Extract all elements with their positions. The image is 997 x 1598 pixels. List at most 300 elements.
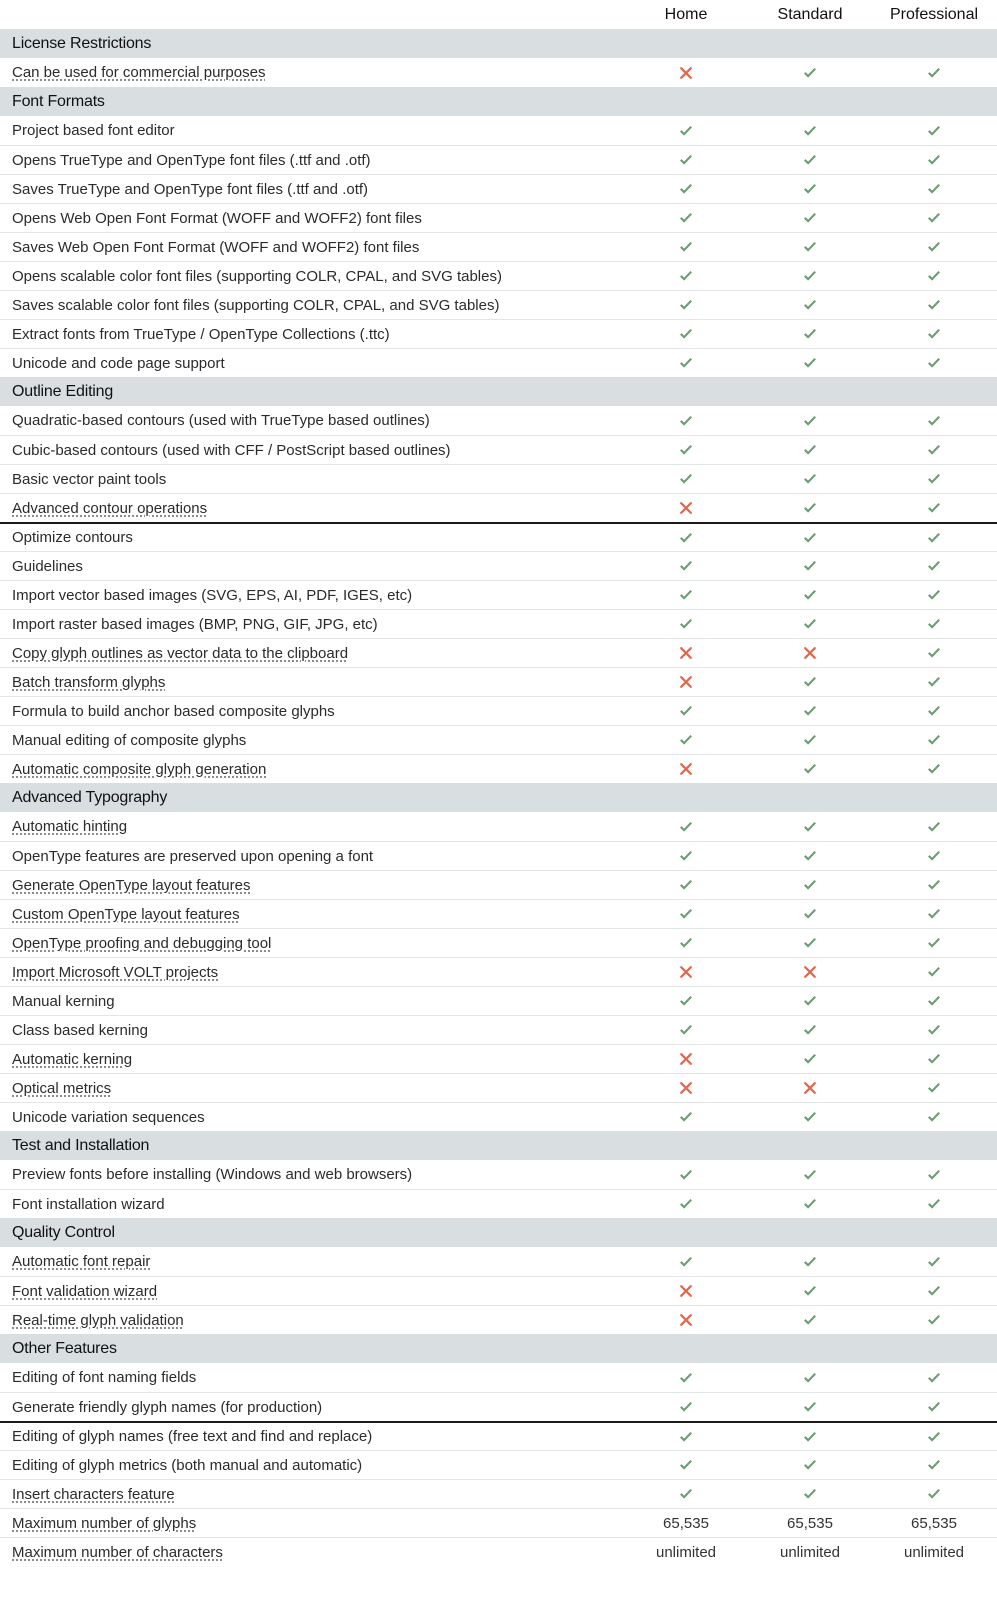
table-row: [0, 1160, 997, 1189]
table-row: [0, 986, 997, 1015]
value-cell-standard: [748, 152, 872, 168]
feature-label: Editing of glyph names (free text and find and replace): [12, 1428, 373, 1445]
value-cell-home: [624, 239, 748, 255]
feature-cell: [0, 1369, 624, 1386]
value-cell-standard: [748, 1486, 872, 1502]
check-icon: [926, 442, 942, 458]
check-icon: [678, 268, 694, 284]
value-cell-professional: [872, 1254, 996, 1270]
feature-cell: [0, 122, 624, 139]
check-icon: [802, 65, 818, 81]
value-cell-standard: [748, 210, 872, 226]
value-cell-standard: [748, 471, 872, 487]
value-cell-professional: [872, 1051, 996, 1067]
feature-label: Extract fonts from TrueType / OpenType Collections (.ttc): [12, 325, 390, 343]
value-cell-standard: [748, 1515, 872, 1532]
feature-cell: [0, 848, 624, 865]
check-icon: [926, 1080, 942, 1096]
check-icon: [678, 530, 694, 546]
feature-label: Guidelines: [12, 557, 83, 575]
value-cell-professional: [872, 587, 996, 603]
value-cell-home: [624, 152, 748, 168]
value-cell-home: [624, 877, 748, 893]
check-icon: [926, 181, 942, 197]
feature-cell: [0, 412, 624, 429]
check-icon: [678, 355, 694, 371]
table-row: [0, 754, 997, 783]
value-cell-home: [624, 297, 748, 313]
table-row: [0, 1421, 997, 1450]
value-cell-professional: [872, 442, 996, 458]
feature-cell: [0, 152, 624, 169]
check-icon: [678, 210, 694, 226]
value-cell-professional: [872, 1022, 996, 1038]
value-cell-standard: [748, 587, 872, 603]
check-icon: [926, 1167, 942, 1183]
table-row: [0, 1479, 997, 1508]
feature-label: Import vector based images (SVG, EPS, AI, PDF, IGES, etc): [12, 586, 413, 604]
table-row: [0, 551, 997, 580]
feature-cell: [0, 935, 624, 952]
value-cell-home: [624, 1312, 748, 1328]
feature-link[interactable]: Advanced contour operations: [12, 499, 208, 517]
feature-cell: [0, 1515, 624, 1532]
cross-icon: [802, 1080, 818, 1096]
value-cell-professional: [872, 1399, 996, 1415]
value-cell-professional: [872, 355, 996, 371]
check-icon: [678, 442, 694, 458]
check-icon: [802, 1254, 818, 1270]
feature-label: Saves Web Open Font Format (WOFF and WOFF2) font files: [12, 238, 420, 256]
table-row: [0, 870, 997, 899]
value-cell-home: [624, 210, 748, 226]
feature-label: Project based font editor: [12, 122, 175, 139]
feature-cell: [0, 906, 624, 923]
check-icon: [926, 645, 942, 661]
check-icon: [802, 268, 818, 284]
value-cell-professional: [872, 935, 996, 951]
value-cell-professional: [872, 1515, 996, 1532]
cross-icon: [678, 1312, 694, 1328]
table-row: [0, 696, 997, 725]
feature-link[interactable]: Custom OpenType layout features: [12, 905, 240, 923]
value-cell-standard: [748, 1109, 872, 1125]
table-row: [0, 290, 997, 319]
check-icon: [678, 1486, 694, 1502]
check-icon: [802, 993, 818, 1009]
table-row: [0, 319, 997, 348]
feature-label: Opens TrueType and OpenType font files (.ttf and .otf): [12, 151, 371, 169]
table-row: [0, 203, 997, 232]
value-cell-standard: [748, 1399, 872, 1415]
value-cell-home: [624, 123, 748, 139]
value-cell-home: [624, 964, 748, 980]
value-cell-professional: [872, 1283, 996, 1299]
value-cell-home: [624, 819, 748, 835]
check-icon: [926, 1109, 942, 1125]
table-row: [0, 841, 997, 870]
check-icon: [678, 1254, 694, 1270]
feature-label: Saves TrueType and OpenType font files (.ttf and .otf): [12, 180, 369, 198]
cross-icon: [802, 645, 818, 661]
feature-link[interactable]: Batch transform glyphs: [12, 673, 166, 691]
check-icon: [678, 1109, 694, 1125]
value-cell-home: [624, 442, 748, 458]
value-cell-professional: [872, 500, 996, 516]
value-cell-standard: [748, 674, 872, 690]
section-header: Other Features: [0, 1334, 997, 1363]
feature-link[interactable]: Optical metrics: [12, 1079, 112, 1097]
check-icon: [926, 935, 942, 951]
check-icon: [802, 1051, 818, 1067]
value-cell-home: [624, 1196, 748, 1212]
value-cell-home: [624, 1254, 748, 1270]
check-icon: [802, 1457, 818, 1473]
value-cell-professional: [872, 210, 996, 226]
value-cell-standard: [748, 993, 872, 1009]
check-icon: [802, 297, 818, 313]
check-icon: [802, 1429, 818, 1445]
table-row: [0, 1189, 997, 1218]
feature-cell: [0, 587, 624, 604]
cross-icon: [678, 964, 694, 980]
feature-link[interactable]: Automatic font repair: [12, 1253, 151, 1270]
table-row: [0, 116, 997, 145]
feature-label: Basic vector paint tools: [12, 470, 167, 488]
check-icon: [926, 471, 942, 487]
feature-label: Manual editing of composite glyphs: [12, 731, 247, 749]
check-icon: [802, 558, 818, 574]
value-cell-professional: [872, 297, 996, 313]
feature-link[interactable]: Automatic composite glyph generation: [12, 760, 267, 778]
feature-label: Editing of font naming fields: [12, 1369, 197, 1386]
value-cell-home: [624, 732, 748, 748]
value-cell-home: [624, 848, 748, 864]
check-icon: [802, 1109, 818, 1125]
feature-label: Manual kerning: [12, 992, 115, 1010]
table-row: [0, 1363, 997, 1392]
value-cell-home: [624, 268, 748, 284]
table-row: [0, 1392, 997, 1421]
value-cell-standard: [748, 442, 872, 458]
value-cell-home: [624, 181, 748, 197]
feature-label: OpenType features are preserved upon opening a font: [12, 847, 374, 865]
feature-cell: [0, 1312, 624, 1329]
check-icon: [678, 732, 694, 748]
table-row: [0, 1305, 997, 1334]
value-text: unlimited: [779, 1543, 841, 1561]
feature-link[interactable]: Maximum number of characters: [12, 1543, 223, 1561]
value-cell-professional: [872, 1429, 996, 1445]
check-icon: [802, 732, 818, 748]
value-cell-home: [624, 500, 748, 516]
value-cell-professional: [872, 471, 996, 487]
section-header: Advanced Typography: [0, 783, 997, 812]
table-row: [0, 899, 997, 928]
feature-cell: [0, 818, 624, 835]
value-cell-professional: [872, 703, 996, 719]
value-cell-home: [624, 1399, 748, 1415]
value-cell-standard: [748, 65, 872, 81]
value-cell-standard: [748, 123, 872, 139]
value-cell-professional: [872, 152, 996, 168]
feature-cell: [0, 297, 624, 314]
feature-cell: [0, 1283, 624, 1300]
value-cell-professional: [872, 616, 996, 632]
value-cell-standard: [748, 500, 872, 516]
feature-cell: [0, 1022, 624, 1039]
value-cell-standard: [748, 703, 872, 719]
value-cell-home: [624, 1429, 748, 1445]
cross-icon: [802, 964, 818, 980]
cross-icon: [678, 674, 694, 690]
table-row: [0, 406, 997, 435]
check-icon: [926, 819, 942, 835]
feature-label: Opens Web Open Font Format (WOFF and WOFF2) font files: [12, 209, 422, 227]
check-icon: [926, 1399, 942, 1415]
value-cell-professional: [872, 964, 996, 980]
value-cell-home: [624, 1051, 748, 1067]
feature-link[interactable]: Generate OpenType layout features: [12, 876, 251, 894]
value-cell-home: [624, 413, 748, 429]
table-row: [0, 348, 997, 377]
check-icon: [802, 326, 818, 342]
check-icon: [926, 674, 942, 690]
value-text: 65,535: [911, 1514, 957, 1532]
value-cell-standard: [748, 1429, 872, 1445]
value-cell-professional: [872, 326, 996, 342]
check-icon: [926, 1429, 942, 1445]
table-row: [0, 1247, 997, 1276]
check-icon: [678, 326, 694, 342]
value-cell-home: [624, 1167, 748, 1183]
value-cell-standard: [748, 1283, 872, 1299]
value-cell-home: [624, 1080, 748, 1096]
feature-label: Unicode and code page support: [12, 354, 225, 372]
table-row: [0, 928, 997, 957]
value-cell-professional: [872, 65, 996, 81]
check-icon: [678, 1399, 694, 1415]
table-row: [0, 1508, 997, 1537]
check-icon: [678, 152, 694, 168]
feature-cell: [0, 1399, 624, 1416]
feature-cell: [0, 1080, 624, 1097]
check-icon: [802, 471, 818, 487]
value-cell-home: [624, 1515, 748, 1532]
feature-cell: [0, 1486, 624, 1503]
check-icon: [802, 500, 818, 516]
check-icon: [926, 732, 942, 748]
feature-cell: [0, 1457, 624, 1474]
value-cell-standard: [748, 761, 872, 777]
value-cell-standard: [748, 1080, 872, 1096]
check-icon: [926, 210, 942, 226]
feature-cell: [0, 239, 624, 256]
table-row: [0, 522, 997, 551]
value-cell-home: [624, 1109, 748, 1125]
value-cell-home: [624, 935, 748, 951]
check-icon: [678, 1429, 694, 1445]
table-row: [0, 1044, 997, 1073]
value-cell-home: [624, 1022, 748, 1038]
feature-label: Generate friendly glyph names (for production): [12, 1398, 323, 1416]
table-row: [0, 261, 997, 290]
check-icon: [926, 848, 942, 864]
value-cell-home: [624, 761, 748, 777]
feature-cell: [0, 761, 624, 778]
value-cell-professional: [872, 761, 996, 777]
feature-label: Opens scalable color font files (supporting COLR, CPAL, and SVG tables): [12, 267, 502, 285]
value-cell-standard: [748, 326, 872, 342]
feature-cell: [0, 210, 624, 227]
check-icon: [678, 471, 694, 487]
value-cell-professional: [872, 732, 996, 748]
value-cell-home: [624, 558, 748, 574]
check-icon: [926, 239, 942, 255]
check-icon: [802, 1283, 818, 1299]
check-icon: [802, 848, 818, 864]
check-icon: [802, 210, 818, 226]
value-cell-professional: [872, 1109, 996, 1125]
value-cell-home: [624, 906, 748, 922]
feature-cell: [0, 442, 624, 459]
feature-cell: [0, 1428, 624, 1445]
value-cell-home: [624, 645, 748, 661]
table-row: [0, 435, 997, 464]
check-icon: [802, 877, 818, 893]
feature-label: Saves scalable color font files (supporting COLR, CPAL, and SVG tables): [12, 296, 500, 314]
value-cell-professional: [872, 877, 996, 893]
feature-label: Quadratic-based contours (used with TrueType based outlines): [12, 412, 430, 429]
check-icon: [802, 819, 818, 835]
check-icon: [678, 935, 694, 951]
check-icon: [802, 1167, 818, 1183]
feature-label: Font installation wizard: [12, 1195, 165, 1213]
check-icon: [678, 1370, 694, 1386]
feature-link[interactable]: Insert characters feature: [12, 1485, 175, 1503]
table-row: [0, 1537, 997, 1566]
feature-cell: [0, 355, 624, 372]
feature-cell: [0, 268, 624, 285]
value-cell-professional: [872, 1544, 996, 1561]
value-cell-professional: [872, 1312, 996, 1328]
value-cell-standard: [748, 1196, 872, 1212]
feature-cell: [0, 993, 624, 1010]
check-icon: [926, 1457, 942, 1473]
check-icon: [678, 877, 694, 893]
check-icon: [926, 906, 942, 922]
value-cell-professional: [872, 1486, 996, 1502]
check-icon: [926, 123, 942, 139]
check-icon: [802, 152, 818, 168]
feature-link[interactable]: Real-time glyph validation: [12, 1311, 184, 1329]
feature-link[interactable]: Automatic hinting: [12, 818, 128, 835]
feature-label: Editing of glyph metrics (both manual and automatic): [12, 1456, 363, 1474]
table-row: [0, 1073, 997, 1102]
value-cell-standard: [748, 558, 872, 574]
value-cell-home: [624, 1457, 748, 1473]
value-cell-standard: [748, 181, 872, 197]
table-row: [0, 493, 997, 522]
check-icon: [802, 1312, 818, 1328]
feature-link[interactable]: OpenType proofing and debugging tool: [12, 934, 272, 952]
check-icon: [678, 558, 694, 574]
table-row: [0, 1450, 997, 1479]
value-cell-home: [624, 993, 748, 1009]
value-cell-standard: [748, 297, 872, 313]
cross-icon: [678, 1051, 694, 1067]
table-row: [0, 812, 997, 841]
section-header: Outline Editing: [0, 377, 997, 406]
value-cell-home: [624, 1486, 748, 1502]
table-row: [0, 609, 997, 638]
feature-cell: [0, 1051, 624, 1068]
section-header: Quality Control: [0, 1218, 997, 1247]
value-cell-professional: [872, 413, 996, 429]
feature-link[interactable]: Font validation wizard: [12, 1282, 158, 1300]
value-cell-professional: [872, 674, 996, 690]
value-cell-standard: [748, 355, 872, 371]
value-cell-home: [624, 355, 748, 371]
cross-icon: [678, 761, 694, 777]
feature-link[interactable]: Import Microsoft VOLT projects: [12, 963, 219, 981]
value-cell-standard: [748, 848, 872, 864]
value-cell-standard: [748, 645, 872, 661]
check-icon: [926, 1022, 942, 1038]
value-cell-professional: [872, 848, 996, 864]
feature-cell: [0, 703, 624, 720]
check-icon: [678, 123, 694, 139]
section-header: License Restrictions: [0, 29, 997, 58]
section-header: Font Formats: [0, 87, 997, 116]
value-cell-home: [624, 530, 748, 546]
value-cell-home: [624, 1283, 748, 1299]
table-row: [0, 174, 997, 203]
value-cell-home: [624, 326, 748, 342]
check-icon: [802, 703, 818, 719]
value-cell-standard: [748, 1254, 872, 1270]
check-icon: [926, 558, 942, 574]
value-cell-professional: [872, 268, 996, 284]
feature-cell: [0, 645, 624, 662]
check-icon: [678, 848, 694, 864]
check-icon: [802, 906, 818, 922]
value-cell-professional: [872, 1370, 996, 1386]
feature-cell: [0, 529, 624, 546]
value-cell-professional: [872, 1080, 996, 1096]
feature-cell: [0, 1109, 624, 1126]
check-icon: [678, 906, 694, 922]
feature-link[interactable]: Automatic kerning: [12, 1050, 133, 1068]
check-icon: [802, 530, 818, 546]
value-cell-standard: [748, 1457, 872, 1473]
feature-link[interactable]: Copy glyph outlines as vector data to the clipboard: [12, 644, 349, 662]
check-icon: [678, 616, 694, 632]
value-cell-professional: [872, 1167, 996, 1183]
feature-link[interactable]: Maximum number of glyphs: [12, 1514, 197, 1532]
value-cell-professional: [872, 1196, 996, 1212]
check-icon: [802, 1022, 818, 1038]
value-cell-standard: [748, 819, 872, 835]
table-row: [0, 58, 997, 87]
check-icon: [926, 1051, 942, 1067]
check-icon: [926, 326, 942, 342]
table-row: [0, 1276, 997, 1305]
check-icon: [802, 935, 818, 951]
cross-icon: [678, 500, 694, 516]
value-cell-standard: [748, 413, 872, 429]
feature-link[interactable]: Can be used for commercial purposes: [12, 64, 266, 81]
